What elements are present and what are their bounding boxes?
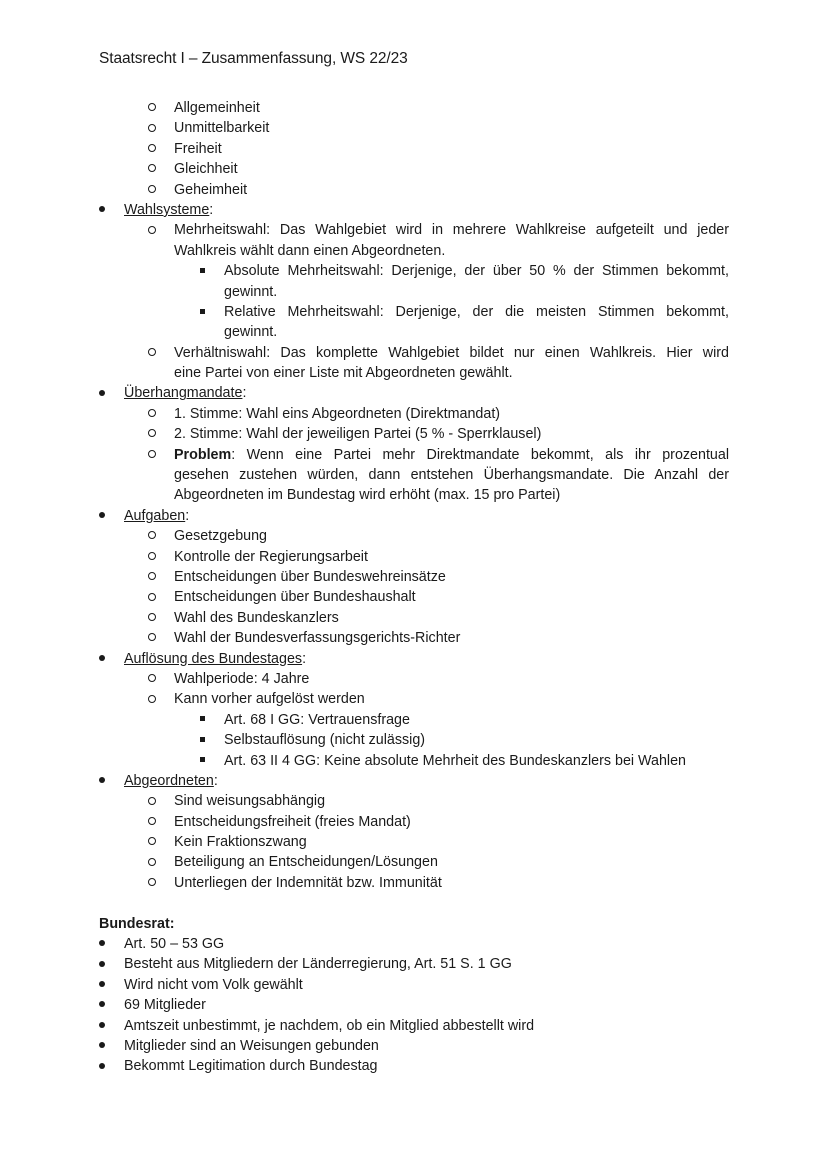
list-item: Kann vorher aufgelöst werden [0,689,828,709]
bullet-icon [99,1001,105,1007]
section-heading-aufgaben: Aufgaben: [0,506,828,526]
circle-bullet-icon [148,124,156,132]
list-item: Unterliegen der Indemnität bzw. Immunität [0,873,828,893]
square-bullet-icon [200,737,205,742]
bullet-icon [99,1042,105,1048]
bullet-icon [99,390,105,396]
list-item-mehrheitswahl: Mehrheitswahl: Das Wahlgebiet wird in mehrere Wahlkreise aufgeteilt und jeder [0,220,828,240]
circle-bullet-icon [148,429,156,437]
list-item: Gleichheit [0,159,828,179]
circle-bullet-icon [148,103,156,111]
circle-bullet-icon [148,572,156,580]
bullet-icon [99,206,105,212]
list-item: 2. Stimme: Wahl der jeweiligen Partei (5 % - Sperrklausel) [0,424,828,444]
list-item: Gesetzgebung [0,526,828,546]
list-item-continuation: gewinnt. [224,324,278,341]
circle-bullet-icon [148,695,156,703]
square-bullet-icon [200,268,205,273]
list-item: Wahl der Bundesverfassungsgerichts-Richter [0,628,828,648]
list-item: Wahlperiode: 4 Jahre [0,669,828,689]
circle-bullet-icon [148,633,156,641]
spacer [0,893,828,913]
circle-bullet-icon [148,817,156,825]
bullet-icon [99,1022,105,1028]
document-body [0,98,828,1077]
bullet-icon [99,512,105,518]
circle-bullet-icon [148,593,156,601]
list-item-problem: Problem: Wenn eine Partei mehr Direktmandate bekommt, als ihr prozentual [0,445,828,465]
list-item: 69 Mitglieder [0,995,828,1015]
circle-bullet-icon [148,226,156,234]
circle-bullet-icon [148,164,156,172]
circle-bullet-icon [148,348,156,356]
list-subitem: Art. 63 II 4 GG: Keine absolute Mehrheit des Bundeskanzlers bei Wahlen [0,751,828,771]
list-item-continuation: Wahlkreis wählt dann einen Abgeordneten. [174,242,446,259]
list-item: Geheimheit [0,180,828,200]
list-item: Entscheidungsfreiheit (freies Mandat) [0,812,828,832]
bullet-icon [99,981,105,987]
bullet-icon [99,1063,105,1069]
section-heading-ueberhangmandate: Überhangmandate: [0,383,828,403]
list-subitem: Art. 68 I GG: Vertrauensfrage [0,710,828,730]
list-item-relative-mehrheitswahl: Relative Mehrheitswahl: Derjenige, der die meisten Stimmen bekommt, [0,302,828,322]
list-item: Besteht aus Mitgliedern der Länderregierung, Art. 51 S. 1 GG [0,954,828,974]
circle-bullet-icon [148,531,156,539]
bullet-icon [99,777,105,783]
list-item-absolute-mehrheitswahl: Absolute Mehrheitswahl: Derjenige, der über 50 % der Stimmen bekommt, [0,261,828,281]
list-item-continuation: gewinnt. [224,283,278,300]
list-item: Wahl des Bundeskanzlers [0,608,828,628]
list-item: 1. Stimme: Wahl eins Abgeordneten (Direktmandat) [0,404,828,424]
square-bullet-icon [200,309,205,314]
square-bullet-icon [200,716,205,721]
list-item: Entscheidungen über Bundeswehreinsätze [0,567,828,587]
list-subitem: Selbstauflösung (nicht zulässig) [0,730,828,750]
circle-bullet-icon [148,552,156,560]
circle-bullet-icon [148,185,156,193]
list-item: Allgemeinheit [0,98,828,118]
bullet-icon [99,961,105,967]
square-bullet-icon [200,757,205,762]
list-item: Sind weisungsabhängig [0,791,828,811]
list-item: Entscheidungen über Bundeshaushalt [0,587,828,607]
section-heading-abgeordneten: Abgeordneten: [0,771,828,791]
list-item: Bekommt Legitimation durch Bundestag [0,1056,828,1076]
list-item: Freiheit [0,139,828,159]
page-header: Staatsrecht I – Zusammenfassung, WS 22/23 [99,50,408,67]
list-item: Beteiligung an Entscheidungen/Lösungen [0,852,828,872]
circle-bullet-icon [148,144,156,152]
circle-bullet-icon [148,797,156,805]
list-item: Wird nicht vom Volk gewählt [0,975,828,995]
section-heading-wahlsysteme: Wahlsysteme: [0,200,828,220]
list-item: Kontrolle der Regierungsarbeit [0,547,828,567]
list-item-continuation: eine Partei von einer Liste mit Abgeordneten gewählt. [174,365,513,382]
list-item: Mitglieder sind an Weisungen gebunden [0,1036,828,1056]
section-title-bundesrat: Bundesrat: [99,915,175,932]
bullet-icon [99,655,105,661]
list-item: Amtszeit unbestimmt, je nachdem, ob ein Mitglied abbestellt wird [0,1016,828,1036]
list-item-continuation: Abgeordneten im Bundestag wird erhöht (max. 15 pro Partei) [174,487,561,504]
bullet-icon [99,940,105,946]
list-item: Kein Fraktionszwang [0,832,828,852]
list-item-continuation: gesehen zustehen würden, dann entstehen Überhangsmandate. Die Anzahl der [174,467,729,484]
circle-bullet-icon [148,837,156,845]
list-item-verhaeltniswahl: Verhältniswahl: Das komplette Wahlgebiet bildet nur einen Wahlkreis. Hier wird [0,343,828,363]
section-heading-aufloesung: Auflösung des Bundestages: [0,649,828,669]
circle-bullet-icon [148,409,156,417]
circle-bullet-icon [148,613,156,621]
circle-bullet-icon [148,878,156,886]
circle-bullet-icon [148,450,156,458]
circle-bullet-icon [148,674,156,682]
list-item: Art. 50 – 53 GG [0,934,828,954]
circle-bullet-icon [148,858,156,866]
list-item: Unmittelbarkeit [0,118,828,138]
